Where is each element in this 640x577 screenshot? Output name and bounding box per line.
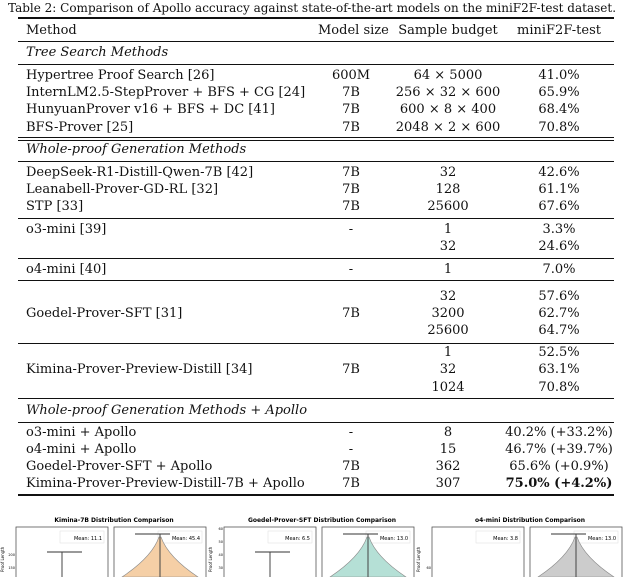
table-cell: 256 × 32 × 600 xyxy=(395,85,501,100)
table-row xyxy=(26,101,614,118)
table-cell: - xyxy=(348,222,354,237)
y-tick-label: 30 xyxy=(218,566,223,570)
table-cell: 68.4% xyxy=(538,102,580,117)
table-cell: 15 xyxy=(439,442,457,457)
table-cell: 7B xyxy=(342,476,360,491)
table-cell: 57.6% xyxy=(538,289,580,304)
table-row xyxy=(26,261,614,278)
table-cell: Kimina-Prover-Preview-Distill-7B + Apollo xyxy=(26,476,305,491)
table-cell: 32 xyxy=(439,362,457,377)
table-cell: - xyxy=(348,442,354,457)
table-row xyxy=(26,475,614,492)
table-cell: 8 xyxy=(443,425,453,440)
violin-chart xyxy=(208,517,414,577)
table-cell: - xyxy=(348,262,354,277)
violin-chart xyxy=(416,517,622,577)
table-row xyxy=(26,67,614,84)
table-cell: Leanabell-Prover-GD-RL [32] xyxy=(26,182,219,197)
table-rule xyxy=(18,41,614,42)
table-cell: 1 xyxy=(443,345,453,360)
table-cell: DeepSeek-R1-Distill-Qwen-7B [42] xyxy=(26,165,254,180)
table-cell: 67.6% xyxy=(538,199,580,214)
table-row xyxy=(26,458,614,475)
legend-label: Mean: 3.8 xyxy=(493,536,518,542)
table-row xyxy=(26,322,614,339)
table-rule xyxy=(18,280,614,281)
table-row xyxy=(26,305,614,322)
table-cell: 7B xyxy=(342,120,360,135)
table-cell: Tree Search Methods xyxy=(26,45,169,60)
y-tick-label: 60 xyxy=(218,527,223,531)
table-row xyxy=(26,221,614,238)
table-cell: 52.5% xyxy=(538,345,580,360)
table-cell: 65.6% (+0.9%) xyxy=(509,459,609,474)
table-cell: 24.6% xyxy=(538,239,580,254)
table-cell: InternLM2.5-StepProver + BFS + CG [24] xyxy=(26,85,306,100)
table-cell: 40.2% (+33.2%) xyxy=(505,425,613,440)
table-row xyxy=(26,441,614,458)
table-row xyxy=(26,198,614,215)
table-cell: 25600 xyxy=(427,199,469,214)
section-header xyxy=(26,44,614,61)
table-cell: 32 xyxy=(439,289,457,304)
table-cell: 64.7% xyxy=(538,323,580,338)
table-cell: Whole-proof Generation Methods xyxy=(26,142,247,157)
table-cell: 25600 xyxy=(427,323,469,338)
chart-title: Goedel-Prover-SFT Distribution Comparison xyxy=(247,517,397,524)
table-row xyxy=(26,164,614,181)
table-cell: 70.8% xyxy=(538,120,580,135)
table-rule xyxy=(18,343,614,344)
table-row xyxy=(26,84,614,101)
table-cell: o3-mini + Apollo xyxy=(26,425,137,440)
table-cell: miniF2F-test xyxy=(517,23,601,38)
table-cell: Method xyxy=(26,23,77,38)
table-row xyxy=(26,344,614,361)
table-cell: BFS-Prover [25] xyxy=(26,120,134,135)
table-row xyxy=(26,238,614,255)
table-row xyxy=(26,379,614,396)
table-cell: 7B xyxy=(342,199,360,214)
table-cell: 7B xyxy=(342,165,360,180)
table-cell: 1 xyxy=(443,222,453,237)
section-header xyxy=(26,402,614,419)
table-cell: 362 xyxy=(435,459,461,474)
table-cell: 7B xyxy=(342,362,360,377)
table-row xyxy=(26,424,614,441)
table-cell: 7B xyxy=(342,306,360,321)
chart-title: Kimina-7B Distribution Comparison xyxy=(54,517,174,524)
violin-chart xyxy=(0,517,206,577)
table-row xyxy=(26,22,614,39)
table-rule xyxy=(18,137,614,138)
table-cell: 32 xyxy=(439,165,457,180)
table-cell: 1024 xyxy=(431,380,465,395)
table-cell: 7.0% xyxy=(542,262,576,277)
table-cell: 307 xyxy=(435,476,461,491)
table-cell: 7B xyxy=(342,459,360,474)
distribution-figure xyxy=(0,512,640,577)
table-cell: 70.8% xyxy=(538,380,580,395)
table-cell: 600M xyxy=(331,68,371,83)
table-cell: 3.3% xyxy=(542,222,576,237)
table-cell: 61.1% xyxy=(538,182,580,197)
table-cell: 62.7% xyxy=(538,306,580,321)
y-axis-label: Proof Length xyxy=(416,546,421,572)
table-cell: 600 × 8 × 400 xyxy=(399,102,497,117)
table-row xyxy=(26,181,614,198)
y-tick-label: 40 xyxy=(218,553,223,557)
table-cell: 128 xyxy=(435,182,461,197)
table-cell: 32 xyxy=(439,239,457,254)
table-cell: 2048 × 2 × 600 xyxy=(395,120,501,135)
y-axis-label: Proof Length xyxy=(208,546,213,572)
table-cell: - xyxy=(348,425,354,440)
table-cell: 46.7% (+39.7%) xyxy=(505,442,613,457)
legend-label: Mean: 13.0 xyxy=(587,536,616,542)
y-tick-label: 60 xyxy=(426,566,431,570)
table-rule xyxy=(18,422,614,423)
table-cell: 65.9% xyxy=(538,85,580,100)
chart-title: o4-mini Distribution Comparison xyxy=(474,517,586,524)
y-axis-label: Proof Length xyxy=(0,546,5,572)
legend-label: Mean: 11.1 xyxy=(73,536,102,542)
y-tick-label: 50 xyxy=(218,540,223,544)
section-header xyxy=(26,141,614,158)
table-cell: STP [33] xyxy=(26,199,84,214)
table-rule xyxy=(18,17,614,19)
legend-label: Mean: 6.5 xyxy=(285,536,310,542)
legend-label: Mean: 13.0 xyxy=(379,536,408,542)
table-row xyxy=(26,361,614,378)
table-cell: 3200 xyxy=(431,306,465,321)
table-cell: 7B xyxy=(342,102,360,117)
table-rule xyxy=(18,64,614,65)
table-cell: 7B xyxy=(342,182,360,197)
table-cell: o4-mini [40] xyxy=(26,262,107,277)
table-cell: Model size xyxy=(318,23,389,38)
table-cell: 63.1% xyxy=(538,362,580,377)
table-caption: Table 2: Comparison of Apollo accuracy against state-of-the-art models on the miniF2F-test dataset. xyxy=(8,1,617,15)
table-cell: 64 × 5000 xyxy=(413,68,483,83)
y-tick-label: 150 xyxy=(8,566,15,570)
table-cell: Goedel-Prover-SFT + Apollo xyxy=(26,459,213,474)
table-cell: Goedel-Prover-SFT [31] xyxy=(26,306,183,321)
table-cell: Sample budget xyxy=(398,23,498,38)
y-tick-label: 200 xyxy=(8,553,15,557)
table-cell: o3-mini [39] xyxy=(26,222,107,237)
table-cell: 7B xyxy=(342,85,360,100)
table-row xyxy=(26,288,614,305)
table-cell: o4-mini + Apollo xyxy=(26,442,137,457)
table-rule xyxy=(18,494,614,496)
table-cell: 1 xyxy=(443,262,453,277)
table-rule xyxy=(18,258,614,259)
table-cell: 41.0% xyxy=(538,68,580,83)
table-row xyxy=(26,119,614,136)
table-cell: HunyuanProver v16 + BFS + DC [41] xyxy=(26,102,275,117)
table-cell: Hypertree Proof Search [26] xyxy=(26,68,215,83)
table-cell: 75.0% (+4.2%) xyxy=(505,476,613,491)
table-rule xyxy=(18,398,614,399)
table-cell: Whole-proof Generation Methods + Apollo xyxy=(26,403,308,418)
table-cell: Kimina-Prover-Preview-Distill [34] xyxy=(26,362,253,377)
legend-label: Mean: 45.4 xyxy=(171,536,200,542)
table-rule xyxy=(18,161,614,162)
table-rule xyxy=(18,218,614,219)
table-cell: 42.6% xyxy=(538,165,580,180)
